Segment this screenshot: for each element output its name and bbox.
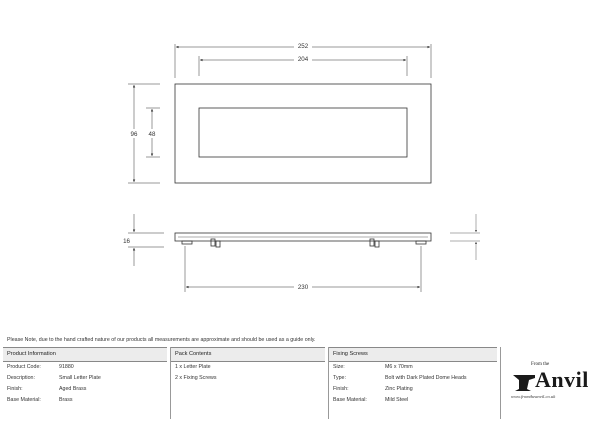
row-label: Description: xyxy=(7,375,35,381)
logo-url: www.fromtheanvil.co.uk xyxy=(511,394,556,399)
side-foot-left xyxy=(182,241,192,244)
row-value: Mild Steel xyxy=(385,397,409,403)
row-value: Bolt with Dark Plated Dome Heads xyxy=(385,375,467,381)
row-label: Finish: xyxy=(7,386,23,392)
pack-contents-heading: Pack Contents xyxy=(171,347,325,362)
pack-item-text: 2 x Fixing Screws xyxy=(175,375,217,381)
row-label: Base Material: xyxy=(7,397,41,403)
product-code-row xyxy=(3,362,167,373)
aperture-height-label: 48 xyxy=(148,131,156,138)
row-label: Type: xyxy=(333,375,346,381)
row-label: Base Material: xyxy=(333,397,367,403)
row-label: Product Code: xyxy=(7,364,41,370)
pack-item xyxy=(171,373,325,384)
row-value: Zinc Plating xyxy=(385,386,413,392)
side-stud-left-2 xyxy=(216,241,220,247)
row-value: M6 x 70mm xyxy=(385,364,413,370)
overall-height-label: 96 xyxy=(130,131,138,138)
row-value: Brass xyxy=(59,397,73,403)
fixing-screws-column xyxy=(329,347,497,419)
pack-item-text: 1 x Letter Plate xyxy=(175,364,211,370)
screw-material-row xyxy=(329,395,497,406)
plate-outline xyxy=(175,84,431,183)
fixing-centres-label: 230 xyxy=(297,284,309,291)
fixing-screws-heading: Fixing Screws xyxy=(329,347,497,362)
pack-contents-column xyxy=(171,347,325,419)
product-information-heading: Product Information xyxy=(3,347,167,362)
aperture-width-label: 204 xyxy=(297,56,309,63)
measurement-note: Please Note, due to the hand crafted nature of our products all measurements are approximate and should be used as a guide only. xyxy=(7,337,316,343)
column-divider xyxy=(500,347,501,419)
description-row xyxy=(3,373,167,384)
row-value: Small Letter Plate xyxy=(59,375,101,381)
pack-item xyxy=(171,362,325,373)
side-stud-right xyxy=(370,239,374,246)
row-value: 91880 xyxy=(59,364,74,370)
logo-brand-text: Anvil xyxy=(535,367,589,392)
screw-finish-row xyxy=(329,384,497,395)
finish-row xyxy=(3,384,167,395)
projection-label: 16 xyxy=(123,238,130,245)
row-value: Aged Brass xyxy=(59,386,87,392)
row-label: Finish: xyxy=(333,386,349,392)
side-stud-right-2 xyxy=(375,241,379,247)
side-stud-left xyxy=(211,239,215,246)
screw-type-row xyxy=(329,373,497,384)
product-information-column xyxy=(3,347,167,419)
screw-size-row xyxy=(329,362,497,373)
logo-small-text: From the xyxy=(531,362,550,367)
row-label: Size: xyxy=(333,364,345,370)
side-foot-right xyxy=(416,241,426,244)
brand-logo xyxy=(505,361,593,409)
overall-width-label: 252 xyxy=(297,43,309,50)
base-material-row xyxy=(3,395,167,406)
aperture-outline xyxy=(199,108,407,157)
